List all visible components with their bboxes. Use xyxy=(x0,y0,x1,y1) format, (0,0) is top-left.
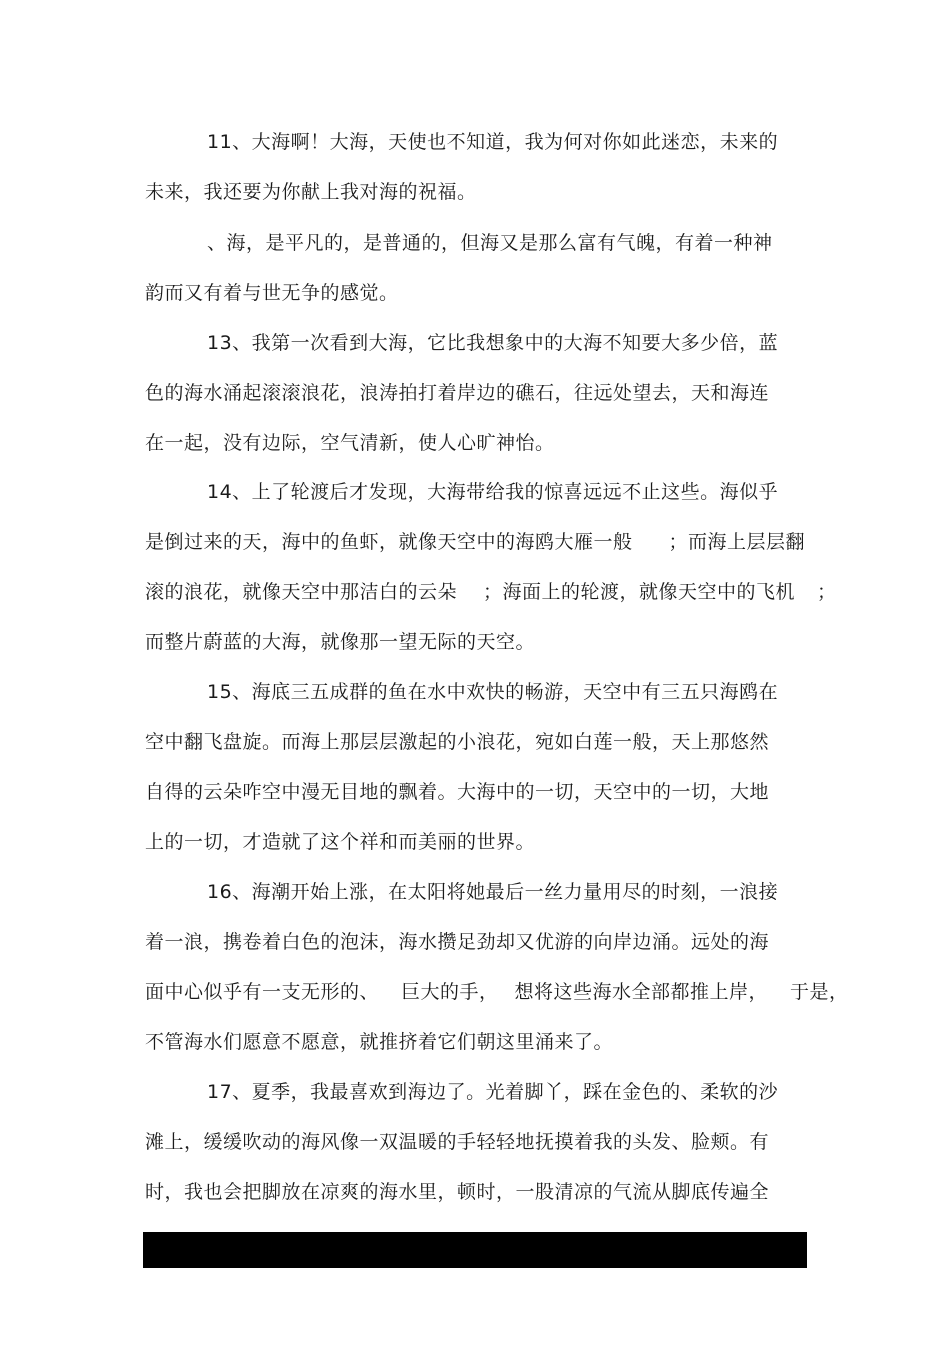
paragraph-11-line-2: 未来，我还要为你献上我对海的祝福。 xyxy=(145,181,477,203)
paragraph-17-line-1: 17、夏季，我最喜欢到海边了。光着脚丫，踩在金色的、柔软的沙 xyxy=(207,1081,779,1103)
paragraph-16-line-3-part-a: 面中心似乎有一支无形的、 xyxy=(145,981,380,1003)
paragraph-16-line-3-part-b: 巨大的手， xyxy=(401,981,499,1003)
paragraph-15-line-4: 上的一切，才造就了这个祥和而美丽的世界。 xyxy=(145,831,536,853)
paragraph-12-line-2: 韵而又有着与世无争的感觉。 xyxy=(145,282,399,304)
paragraph-14-line-3-part-b: ；海面上的轮渡，就像天空中的飞机 xyxy=(483,581,796,603)
paragraph-16-line-4: 不管海水们愿意不愿意，就推挤着它们朝这里涌来了。 xyxy=(145,1031,614,1053)
paragraph-15-line-2: 空中翻飞盘旋。而海上那层层激起的小浪花，宛如白莲一般，天上那悠然 xyxy=(145,731,770,753)
paragraph-14-line-3 xyxy=(145,580,837,604)
paragraph-15-line-3: 自得的云朵咋空中漫无目地的飘着。大海中的一切，天空中的一切，大地 xyxy=(145,781,770,803)
paragraph-15-line-1: 15、海底三五成群的鱼在水中欢快的畅游，天空中有三五只海鸥在 xyxy=(207,681,779,703)
paragraph-14-line-2-part-a: 是倒过来的天，海中的鱼虾，就像天空中的海鸥大雁一般 xyxy=(145,531,633,553)
paragraph-16-line-3 xyxy=(145,980,849,1004)
black-bar xyxy=(143,1232,807,1268)
paragraph-16-line-3-part-c: 想将这些海水全部都推上岸， xyxy=(514,981,769,1003)
paragraph-16-line-2: 着一浪，携卷着白色的泡沫，海水攒足劲却又优游的向岸边涌。远处的海 xyxy=(145,931,770,953)
paragraph-13-line-1: 13、我第一次看到大海，它比我想象中的大海不知要大多少倍，蓝 xyxy=(207,332,779,354)
paragraph-17-line-2: 滩上，缓缓吹动的海风像一双温暖的手轻轻地抚摸着我的头发、脸颊。有 xyxy=(145,1131,770,1153)
paragraph-16-line-3-part-d: 于是， xyxy=(790,981,849,1003)
paragraph-14-line-4: 而整片蔚蓝的大海，就像那一望无际的天空。 xyxy=(145,631,536,653)
paragraph-13-line-2: 色的海水涌起滚滚浪花，浪涛拍打着岸边的礁石，往远处望去，天和海连 xyxy=(145,382,770,404)
paragraph-12-line-1: 、海，是平凡的，是普通的，但海又是那么富有气魄，有着一种神 xyxy=(207,232,773,254)
paragraph-14-line-1: 14、上了轮渡后才发现，大海带给我的惊喜远远不止这些。海似乎 xyxy=(207,481,779,503)
paragraph-14-line-3-part-c: ； xyxy=(817,581,837,603)
paragraph-13-line-3: 在一起，没有边际，空气清新，使人心旷神怡。 xyxy=(145,432,555,454)
paragraph-14-line-2-part-b: ；而海上层层翻 xyxy=(668,531,806,553)
paragraph-14-line-3-part-a: 滚的浪花，就像天空中那洁白的云朵 xyxy=(145,581,458,603)
paragraph-14-line-2 xyxy=(145,530,805,554)
paragraph-17-line-3: 时，我也会把脚放在凉爽的海水里，顿时，一股清凉的气流从脚底传遍全 xyxy=(145,1181,770,1203)
paragraph-11-line-1: 11、大海啊！大海，天使也不知道，我为何对你如此迷恋，未来的 xyxy=(207,131,779,153)
paragraph-16-line-1: 16、海潮开始上涨，在太阳将她最后一丝力量用尽的时刻，一浪接 xyxy=(207,881,779,903)
